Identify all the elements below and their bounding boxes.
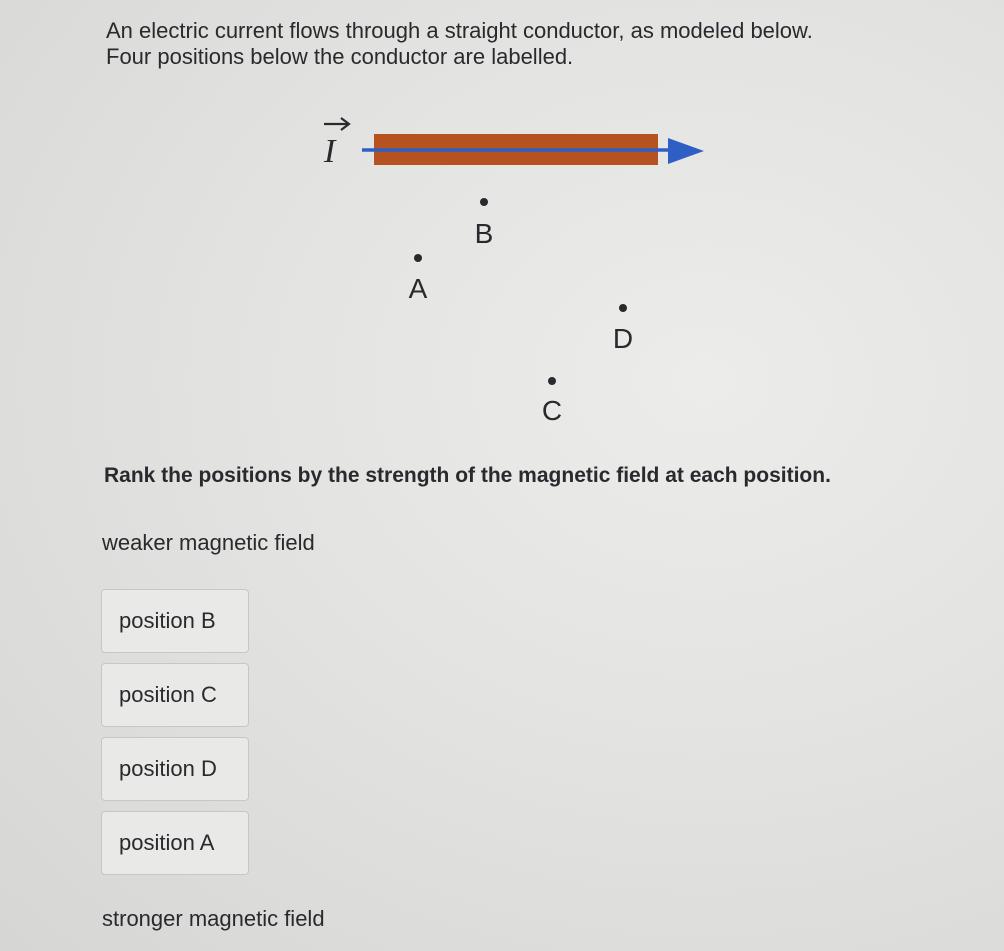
position-label-b: B	[474, 218, 494, 249]
current-vector-symbol	[323, 118, 349, 170]
intro-line-1: An electric current flows through a straight conductor, as modeled below.	[106, 18, 813, 43]
position-dot-b	[480, 198, 488, 206]
ranking-list	[101, 589, 249, 885]
ranking-top-label: weaker magnetic field	[102, 530, 315, 555]
rank-item-3[interactable]: position D	[101, 737, 249, 801]
rank-item-4[interactable]: position A	[101, 811, 249, 875]
conductor-figure	[0, 0, 1004, 460]
intro-line-2: Four positions below the conductor are labelled.	[106, 44, 574, 69]
current-symbol-label: I	[324, 133, 336, 170]
position-label-a: A	[408, 273, 428, 304]
position-marker-b	[475, 198, 494, 249]
current-arrow-head	[668, 138, 704, 164]
position-marker-c	[542, 377, 562, 426]
ranking-bottom-label: stronger magnetic field	[102, 906, 325, 931]
question-prompt: Rank the positions by the strength of the magnetic field at each position.	[104, 464, 831, 487]
rank-item-1[interactable]: position B	[101, 589, 249, 653]
rank-item-2[interactable]: position C	[101, 663, 249, 727]
position-label-d: D	[612, 323, 634, 354]
position-marker-a	[409, 254, 428, 304]
position-dot-a	[414, 254, 422, 262]
position-dot-c	[548, 377, 556, 385]
position-dot-d	[619, 304, 627, 312]
position-label-c: C	[541, 395, 563, 426]
position-marker-d	[613, 304, 633, 354]
